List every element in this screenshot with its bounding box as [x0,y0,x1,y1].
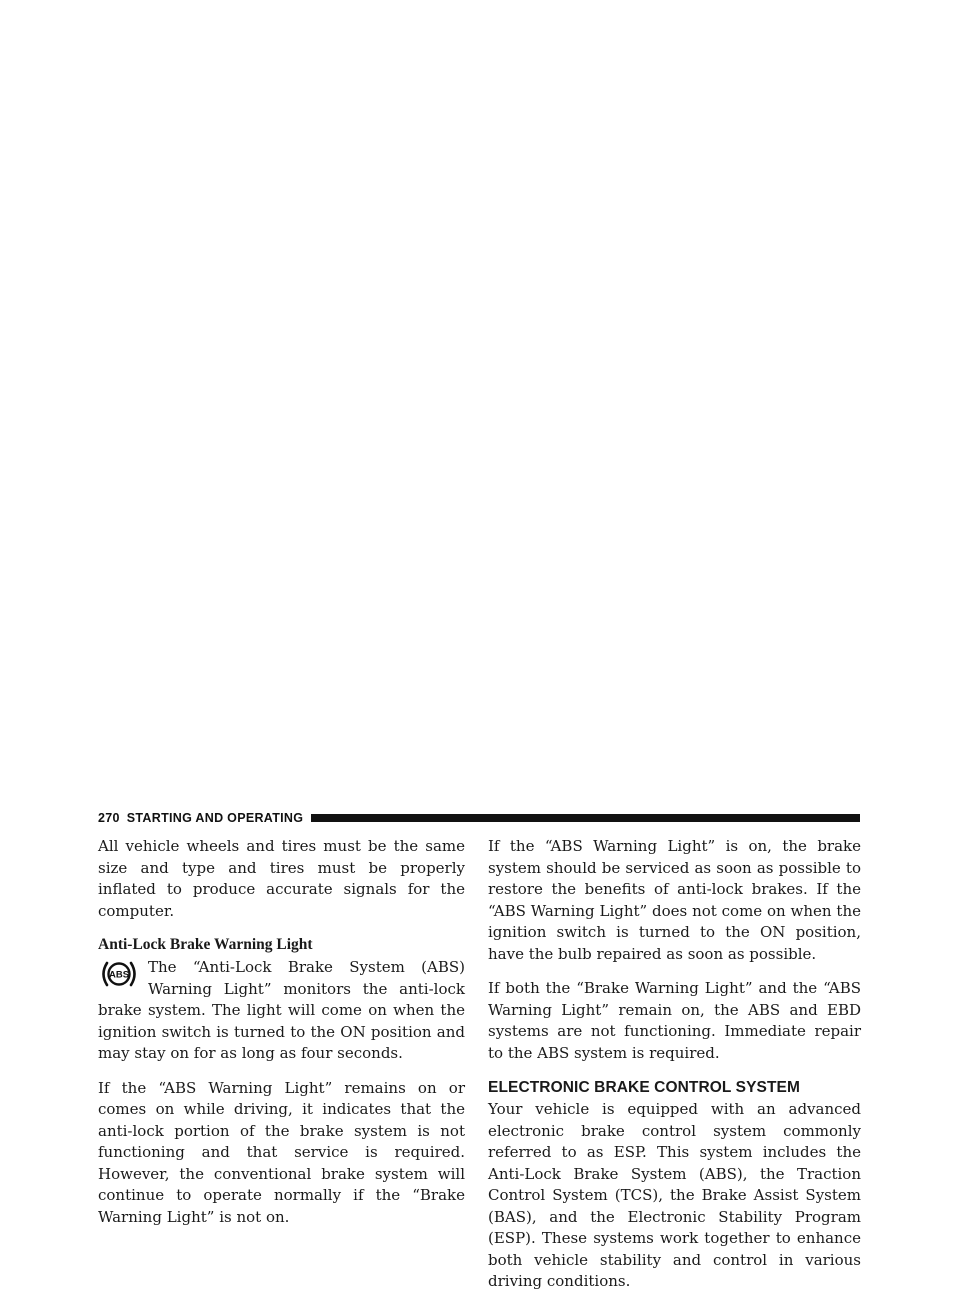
page-number: 270 [98,811,120,825]
subheading-abs-warning-light: Anti-Lock Brake Warning Light [98,936,313,953]
section-title: STARTING AND OPERATING [126,811,304,825]
header-rule [311,814,860,822]
paragraph-abs-light-intro [98,957,465,1065]
paragraph-abs-light-on: If the “ABS Warning Light” is on, the brake system should be serviced as soon as possible to restore the benefits of anti-lock brakes. If the “ABS Warning Light” does not come on when the ignition switch is turned to the ON position, have the bulb repaired as soon as possible. [488,837,861,963]
abs-light-intro-text: The “Anti-Lock Brake System (ABS) Warning Light” monitors the anti-lock brake system. The light will come on when the ignition switch is turned to the ON position and may stay on for as long as four seconds. [98,958,465,1062]
abs-icon-label: ABS [108,969,130,981]
paragraph-both-lights: If both the “Brake Warning Light” and the “ABS Warning Light” remain on, the ABS and EBD systems are not functioning. Immediate repair to the ABS system is required. [488,979,861,1062]
page-header [98,811,860,825]
abs-warning-icon [98,959,140,989]
paragraph-esp-description: Your vehicle is equipped with an advanced electronic brake control system commonly referred to as ESP. This system includes the Anti-Lock Brake System (ABS), the Traction Control System (TCS), the Brake Assist System (BAS), and the Electronic Stability Program (ESP). These systems work together to enhance both vehicle stability and control in various driving conditions. [488,1100,861,1290]
paragraph-wheels-tires: All vehicle wheels and tires must be the same size and type and tires must be properly inflated to produce accurate signals for the computer. [98,837,465,920]
paragraph-abs-light-driving: If the “ABS Warning Light” remains on or comes on while driving, it indicates that the anti-lock portion of the brake system is not functioning and that service is required. However, the conventional brake system will continue to operate normally if the “Brake Warning Light” is not on. [98,1078,465,1226]
heading-electronic-brake-control: ELECTRONIC BRAKE CONTROL SYSTEM [488,1079,800,1096]
right-column [488,836,861,1306]
left-column [98,836,465,1241]
